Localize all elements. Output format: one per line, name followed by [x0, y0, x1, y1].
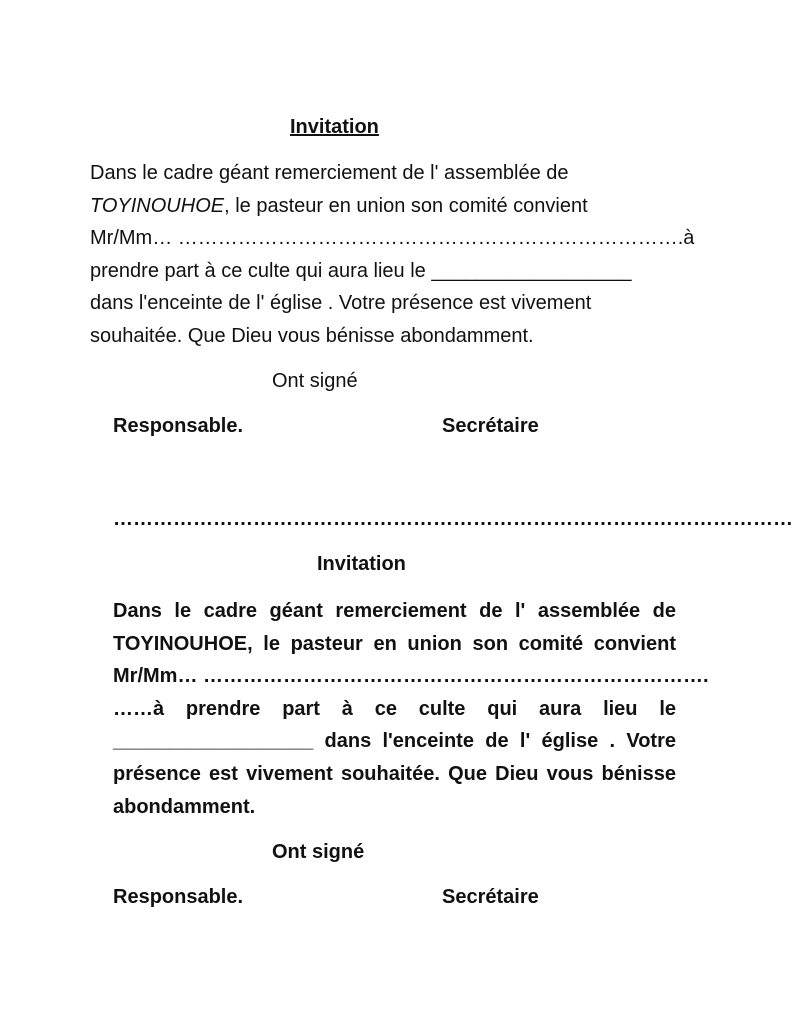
invitation-title-1: Invitation: [290, 116, 379, 138]
body-line: présence est vivement souhaitée. Que Dieu vous bénisse: [113, 762, 676, 785]
body-line: [90, 190, 690, 223]
body-line: prendre part à ce culte qui aura lieu le __________________: [90, 259, 632, 282]
secretaire-label-2: Secrétaire: [442, 886, 539, 908]
body-line: TOYINOUHOE, le pasteur en union son comité convient: [113, 632, 676, 655]
body-line: souhaitée. Que Dieu vous bénisse abondamment.: [90, 324, 534, 347]
body-line: Dans le cadre géant remerciement de l' assemblée de: [90, 162, 569, 184]
body-line: ……à prendre part à ce culte qui aura lieu le: [113, 697, 676, 720]
signed-heading-2: Ont signé: [272, 841, 365, 863]
body-line: Mr/Mm… ………………………………………………………………….: [113, 665, 709, 688]
body-line: Dans le cadre géant remerciement de l' assemblée de: [113, 600, 676, 622]
body-line: abondamment.: [113, 795, 256, 818]
invitation-body-2: [113, 595, 709, 823]
secretaire-label-1: Secrétaire: [442, 415, 539, 437]
invitation-title-2: Invitation: [317, 553, 406, 575]
responsable-label-2: Responsable.: [113, 886, 244, 908]
body-line: __________________ dans l'enceinte de l' église . Votre: [113, 730, 676, 753]
signed-heading-1: Ont signé: [272, 370, 358, 392]
assembly-name: TOYINOUHOE: [90, 194, 225, 217]
body-line: dans l'enceinte de l' église . Votre présence est vivement: [90, 292, 592, 315]
dotted-separator: …………………………………………………………………………………………: [113, 508, 793, 530]
body-line: Mr/Mm… ………………………………………………………………….à: [90, 227, 695, 250]
invitation-body-1: [90, 157, 695, 353]
responsable-label-1: Responsable.: [113, 415, 244, 437]
body-line-rest: , le pasteur en union son comité convient: [224, 194, 588, 217]
